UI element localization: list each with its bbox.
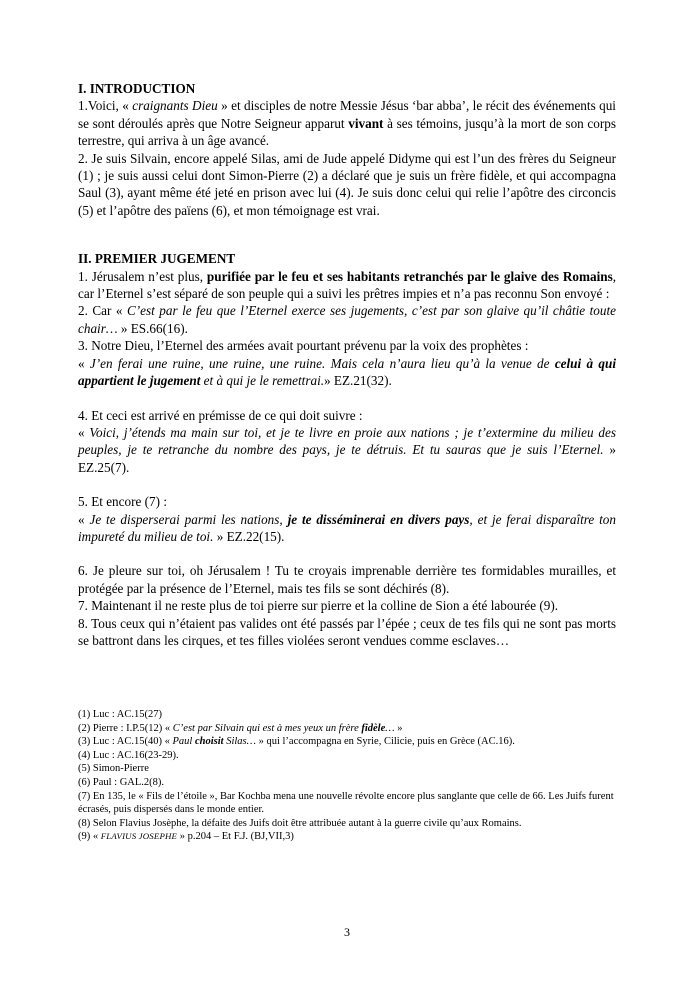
text-run-italic: craignants Dieu bbox=[132, 98, 218, 114]
footnote-item: (2) Pierre : I.P.5(12) « C’est par Silvain qui est à mes yeux un frère fidèle… » bbox=[78, 722, 403, 734]
section-heading-premier-jugement: II. PREMIER JUGEMENT bbox=[78, 251, 236, 267]
footnote-item: (9) « FLAVIUS JOSEPHE » p.204 – Et F.J. (BJ,VII,3) bbox=[78, 831, 294, 843]
footnote-item: (8) Selon Flavius Josèphe, la défaite des Juifs doit être attribuée autant à la guerre civile qu’aux Romains. bbox=[78, 817, 522, 829]
text-run-italic: C’est par Silvain qui est à mes yeux un frère bbox=[172, 722, 362, 734]
paragraph-pj-10: 7. Maintenant il ne reste plus de toi pierre sur pierre et la colline de Sion a été labourée (9). bbox=[78, 598, 559, 614]
paragraph-pj-3: 3. Notre Dieu, l’Eternel des armées avait pourtant prévenu par la voix des prophètes : bbox=[78, 338, 529, 354]
page-number: 3 bbox=[344, 925, 350, 939]
paragraph-pj-2: 2. Car « C’est par le feu que l’Eternel exerce ses jugements, c’est par son glaive qu’il châtie toute chair… » ES.66(16). bbox=[78, 303, 616, 336]
text-run-bold: purifiée par le feu et ses habitants retranchés par le glaive des Romains bbox=[206, 268, 613, 284]
section-heading-introduction: I. INTRODUCTION bbox=[78, 81, 196, 96]
text-run-bold: vivant bbox=[348, 115, 384, 131]
paragraph-pj-7: 5. Et encore (7) : bbox=[78, 494, 167, 510]
footnote-item: (5) Simon-Pierre bbox=[78, 763, 149, 775]
text-run-bolditalic: choisit bbox=[194, 736, 224, 748]
document-body bbox=[78, 80, 616, 649]
text-run-italic: , et je ferai disparaître ton impureté du milieu de toi. bbox=[78, 511, 616, 544]
footnote-item: (4) Luc : AC.16(23-29). bbox=[78, 749, 179, 761]
paragraph-spacer-2 bbox=[78, 476, 616, 493]
text-run-italic: J’en ferai une ruine, une ruine, une ruine. Mais cela n’aura lieu qu’à la venue de bbox=[89, 355, 555, 371]
paragraph-spacer-3 bbox=[78, 545, 616, 562]
text-run-bolditalic: fidèle bbox=[361, 722, 386, 734]
footnote-item: (7) En 135, le « Fils de l’étoile », Bar Kochba mena une nouvelle révolte encore plus sanglante que celle de 66. Les Juifs furent écrasés, puis dispersés dans le monde entier. bbox=[78, 790, 614, 816]
text-run-italic: C’est par le feu que l’Eternel exerce ses jugements, c’est par son glaive qu’il châtie toute chair… bbox=[78, 303, 616, 336]
paragraph-pj-11: 8. Tous ceux qui n’étaient pas valides ont été passés par l’épée ; ceux de tes fils qui ne sont pas morts se battront dans les cirques, et tes filles violées seront vendues comme esclaves… bbox=[78, 615, 616, 648]
footnotes-list bbox=[78, 708, 616, 844]
footnote-item: (3) Luc : AC.15(40) « Paul choisit Silas… » qui l’accompagna en Syrie, Cilicie, puis en Grèce (AC.16). bbox=[78, 736, 515, 748]
paragraph-intro-2: 2. Je suis Silvain, encore appelé Silas, ami de Jude appelé Didyme qui est l’un des frères du Seigneur (1) ; je suis aussi celui dont Simon-Pierre (2) a déclaré que je suis un frère fidèle, et qui accompagna Saul (3), ayant même été jeté en prison avec lui (4). Je suis donc celui qui relie l’apôtre des circoncis (5) et l’apôtre des païens (6), et mon témoignage est vrai. bbox=[78, 150, 616, 218]
paragraph-pj-1: 1. Jérusalem n’est plus, purifiée par le feu et ses habitants retranchés par le glaive des Romains, car l’Eternel s’est séparé de son peuple qui a suivi les prêtres impies et n’a pas reconnu Son envoyé : bbox=[78, 268, 616, 302]
paragraph-pj-6-quote: « Voici, j’étends ma main sur toi, et je te livre en proie aux nations ; je t’extermine du milieu des peuples, je te retranche du nombre des pays, je te détruis. Et tu sauras que je suis l’Eternel. » EZ.25(7). bbox=[78, 424, 617, 475]
text-run-italic: et à qui je le remettrai. bbox=[200, 373, 325, 389]
paragraph-pj-4-quote: « J’en ferai une ruine, une ruine, une ruine. Mais cela n’aura lieu qu’à la venue de celui à qui appartient le jugement et à qui je le remettrai.» EZ.21(32). bbox=[78, 355, 617, 389]
paragraph-spacer-1 bbox=[78, 390, 616, 407]
footnote-item: (6) Paul : GAL.2(8). bbox=[78, 776, 165, 788]
text-run-italic: Je te disperserai parmi les nations, bbox=[89, 511, 288, 527]
text-run-italic: … bbox=[385, 722, 395, 734]
paragraph-pj-5: 4. Et ceci est arrivé en prémisse de ce qui doit suivre : bbox=[78, 407, 363, 423]
footnote-item: (1) Luc : AC.15(27) bbox=[78, 709, 162, 720]
text-run-bolditalic: je te disséminerai en divers pays bbox=[287, 511, 470, 527]
text-run-italic: Silas… bbox=[223, 736, 256, 748]
paragraph-pj-8-quote: « Je te disperserai parmi les nations, je te disséminerai en divers pays, et je ferai disparaître ton impureté du milieu de toi. » EZ.22(15). bbox=[78, 511, 616, 544]
paragraph-pj-9: 6. Je pleure sur toi, oh Jérusalem ! Tu te croyais imprenable derrière tes formidables murailles, et protégée par la présence de l’Eternel, mais tes fils se sont déchirés (8). bbox=[78, 563, 616, 596]
text-run-italic: Paul bbox=[172, 736, 195, 748]
section-spacer bbox=[78, 219, 616, 250]
text-run-smallcaps-italic: FLAVIUS JOSEPHE bbox=[100, 831, 178, 842]
text-run-italic: Voici, j’étends ma main sur toi, et je te livre en proie aux nations ; je t’extermine du milieu des peuples, je te retranche du nombre des pays, je te détruis. Et tu sauras que je suis l’Eternel. bbox=[78, 424, 617, 458]
paragraph-intro-1: 1.Voici, « craignants Dieu » et disciples de notre Messie Jésus ‘bar abba’, le récit des événements qui se sont déroulés après que Notre Seigneur apparut vivant à ses témoins, jusqu’à la mort de son corps terrestre, qui arriva à un âge avancé. bbox=[78, 98, 616, 149]
text-run-bolditalic: celui à qui appartient le jugement bbox=[78, 355, 617, 389]
